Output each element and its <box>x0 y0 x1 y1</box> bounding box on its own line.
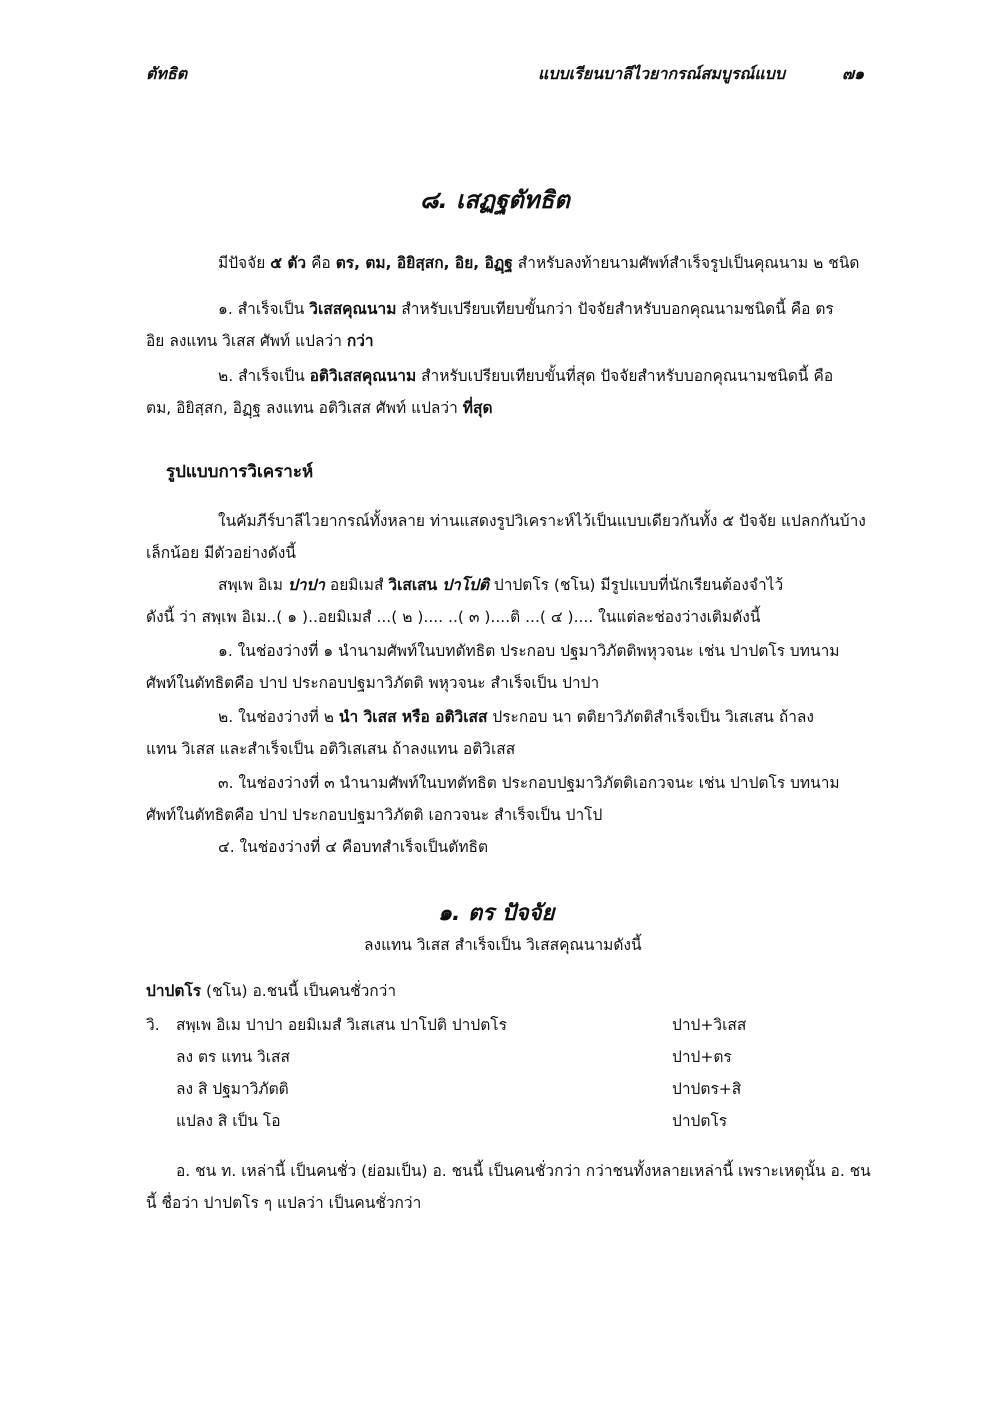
slot-2-line-2: แทน วิเสส และสำเร็จเป็น อติวิเสเสน ถ้าลงแทน อติวิเสส <box>146 740 516 758</box>
derivation-row-1-text: สพฺเพ อิเม ปาปา อยมิเมสํ วิเสเสน ปาโปติ ปาปตโร <box>176 1016 507 1034</box>
analysis-example-line-1: สพฺเพ อิเม ปาปา อยมิเมสํ วิเสเสน ปาโปติ ปาปตโร (ชโน) มีรูปแบบที่นักเรียนต้องจำไว้ <box>218 576 784 594</box>
item-1-line-1: ๑. สำเร็จเป็น วิเสสคุณนาม สำหรับเปรียบเทียบขั้นกว่า ปัจจัยสำหรับบอกคุณนามชนิดนี้ คือ ตร <box>218 300 834 318</box>
tara-example: ปาปตโร (ชโน) อ.ชนนี้ เป็นคนชั่วกว่า <box>146 982 397 1000</box>
translation-line-2: นี้ ชื่อว่า ปาปตโร ๆ แปลว่า เป็นคนชั่วกว่า <box>146 1194 422 1212</box>
item-2-line-2: ตม, อิยิสฺสก, อิฏฺฐ ลงแทน อติวิเสส ศัพท์ แปลว่า ที่สุด <box>146 399 493 417</box>
derivation-prefix: วิ. <box>146 1016 160 1034</box>
derivation-row-3-text: ลง สิ ปฐมาวิภัตติ <box>176 1080 289 1098</box>
derivation-row-4-result: ปาปตโร <box>672 1112 728 1130</box>
section-heading-analysis: รูปแบบการวิเคราะห์ <box>166 462 314 482</box>
slot-1-line-2: ศัพท์ในตัทธิตคือ ปาป ประกอบปฐมาวิภัตติ พหุวจนะ สำเร็จเป็น ปาปา <box>146 674 600 692</box>
derivation-row-2-text: ลง ตร แทน วิเสส <box>176 1048 290 1066</box>
item-1-line-2: อิย ลงแทน วิเสส ศัพท์ แปลว่า กว่า <box>146 332 374 350</box>
derivation-row-4-text: แปลง สิ เป็น โอ <box>176 1112 281 1130</box>
derivation-row-2-result: ปาป+ตร <box>672 1048 732 1066</box>
derivation-row-3-result: ปาปตร+สิ <box>672 1080 742 1098</box>
analysis-paragraph-line-1: ในคัมภีร์บาลีไวยากรณ์ทั้งหลาย ท่านแสดงรูปวิเคราะห์ไว้เป็นแบบเดียวกันทั้ง ๕ ปัจจัย แปลกกันบ้าง <box>218 512 866 530</box>
running-header-title: แบบเรียนบาลีไวยากรณ์สมบูรณ์แบบ <box>538 64 785 83</box>
page-number: ๗๑ <box>842 64 865 83</box>
section-subheading-tara: ลงแทน วิเสส สำเร็จเป็น วิเสสคุณนามดังนี้ <box>364 936 642 954</box>
slot-4-line-1: ๔. ในช่องว่างที่ ๔ คือบทสำเร็จเป็นตัทธิต <box>218 838 489 856</box>
item-2-line-1: ๒. สำเร็จเป็น อติวิเสสคุณนาม สำหรับเปรียบเทียบขั้นที่สุด ปัจจัยสำหรับบอกคุณนามชนิดนี้ คือ <box>218 367 834 385</box>
section-heading-tara: ๑. ตร ปัจจัย <box>438 901 555 926</box>
running-header-left: ตัทธิต <box>146 64 188 83</box>
slot-1-line-1: ๑. ในช่องว่างที่ ๑ นำนามศัพท์ในบทตัทธิต ประกอบ ปฐมาวิภัตติพหุวจนะ เช่น ปาปตโร บทนาม <box>218 642 840 660</box>
analysis-example-line-2: ดังนี้ ว่า สพฺเพ อิเม..( ๑ )..อยมิเมสํ ...( ๒ ).... ..( ๓ )....ติ ...( ๔ ).... ในแต่ละช่องว่างเติมดังนี้ <box>146 608 761 626</box>
slot-3-line-2: ศัพท์ในตัทธิตคือ ปาป ประกอบปฐมาวิภัตติ เอกวจนะ สำเร็จเป็น ปาโป <box>146 806 603 824</box>
chapter-title: ๘. เสฏฐตัทธิต <box>420 186 570 214</box>
slot-2-line-1: ๒. ในช่องว่างที่ ๒ นำ วิเสส หรือ อติวิเสส ประกอบ นา ตติยาวิภัตติสำเร็จเป็น วิเสเสน ถ้าลง <box>218 708 814 726</box>
slot-3-line-1: ๓. ในช่องว่างที่ ๓ นำนามศัพท์ในบทตัทธิต ประกอบปฐมาวิภัตติเอกวจนะ เช่น ปาปตโร บทนาม <box>218 774 840 792</box>
translation-line-1: อ. ชน ท. เหล่านี้ เป็นคนชั่ว (ย่อมเป็น) อ. ชนนี้ เป็นคนชั่วกว่า กว่าชนทั้งหลายเหล่านี้ เพราะเหตุนั้น อ. ชน <box>176 1162 871 1180</box>
analysis-paragraph-line-2: เล็กน้อย มีตัวอย่างดังนี้ <box>146 544 296 562</box>
intro-paragraph: มีปัจจัย ๕ ตัว คือ ตร, ตม, อิยิสฺสก, อิย, อิฏฺฐ สำหรับลงท้ายนามศัพท์สำเร็จรูปเป็นคุณนาม ๒ ชนิด <box>218 254 860 272</box>
derivation-row-1-result: ปาป+วิเสส <box>672 1016 747 1034</box>
